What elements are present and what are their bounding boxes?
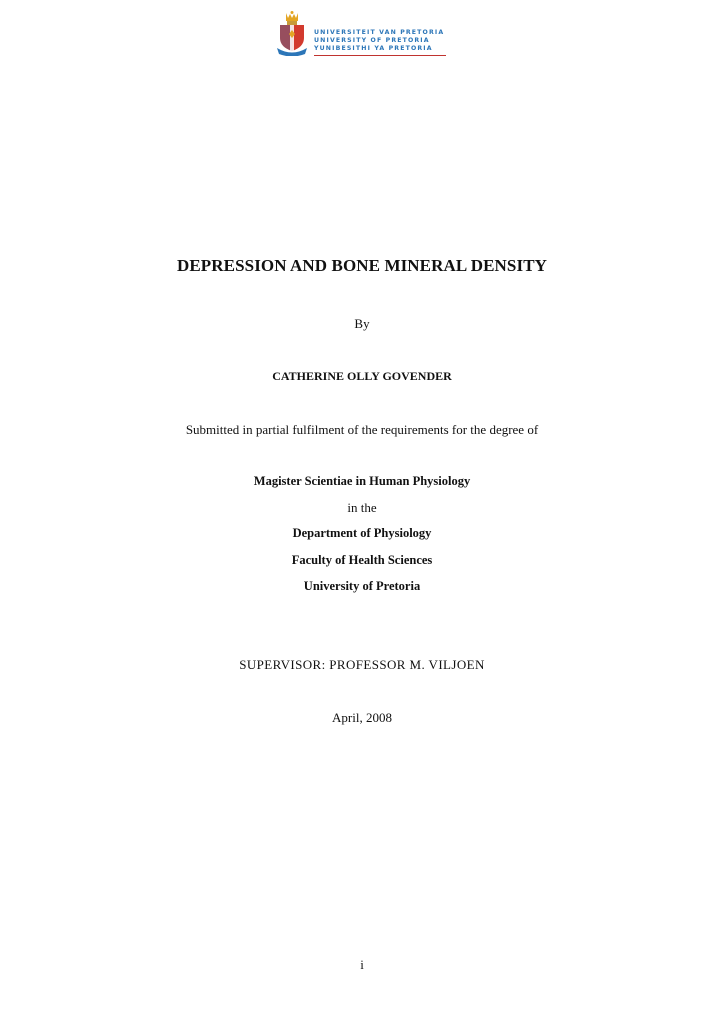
logo-line-afrikaans: UNIVERSITEIT VAN PRETORIA xyxy=(314,29,445,36)
faculty-name: Faculty of Health Sciences xyxy=(291,553,433,567)
page-number: i xyxy=(360,957,364,972)
submission-date: April, 2008 xyxy=(332,710,392,725)
submission-statement: Submitted in partial fulfilment of the requirements for the degree of xyxy=(185,422,539,437)
thesis-title: DEPRESSION AND BONE MINERAL DENSITY xyxy=(176,256,548,275)
university-name-lines xyxy=(314,29,454,54)
author-name: CATHERINE OLLY GOVENDER xyxy=(272,369,452,383)
logo-line-sepedi: YUNIBESITHI YA PRETORIA xyxy=(314,45,433,53)
by-label: By xyxy=(354,316,370,331)
department-name: Department of Physiology xyxy=(292,526,432,540)
in-the-label: in the xyxy=(347,500,377,515)
degree-name: Magister Scientiae in Human Physiology xyxy=(253,474,471,488)
logo-underline xyxy=(314,55,446,56)
university-name: University of Pretoria xyxy=(303,579,421,593)
university-crest-icon xyxy=(276,10,308,56)
university-logo xyxy=(276,10,456,58)
supervisor-line: SUPERVISOR: PROFESSOR M. VILJOEN xyxy=(239,657,485,672)
logo-line-english: UNIVERSITY OF PRETORIA xyxy=(314,37,430,45)
